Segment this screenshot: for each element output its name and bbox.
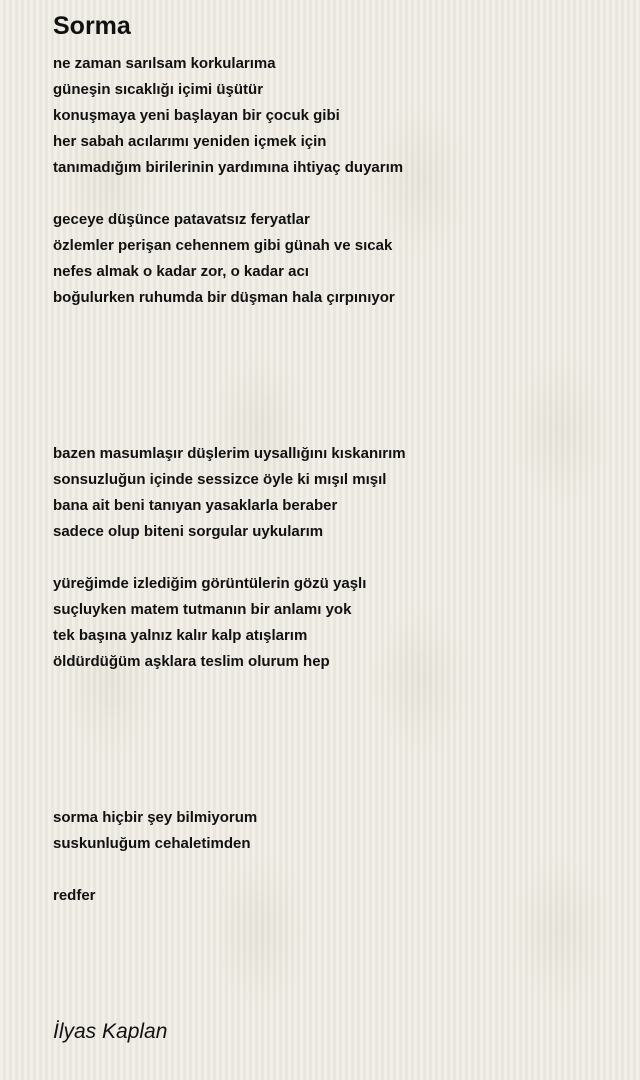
poem-line: güneşin sıcaklığı içimi üşütür	[53, 81, 264, 98]
poem-line: tek başına yalnız kalır kalp atışlarım	[53, 627, 308, 644]
poem-line: geceye düşünce patavatsız feryatlar	[53, 211, 310, 228]
stanza-gap	[53, 753, 623, 779]
poem-line: bazen masumlaşır düşlerim uysallığını kıskanırım	[53, 445, 406, 462]
stanza-gap	[53, 337, 623, 363]
stanza-gap	[53, 779, 623, 805]
stanza-gap	[53, 181, 623, 207]
poem-line: suskunluğum cehaletimden	[53, 835, 251, 852]
poem-line: boğulurken ruhumda bir düşman hala çırpınıyor	[53, 289, 395, 306]
stanza-gap	[53, 415, 623, 441]
poem-line: her sabah acılarımı yeniden içmek için	[53, 133, 327, 150]
poem-line: nefes almak o kadar zor, o kadar acı	[53, 263, 309, 280]
stanza-gap	[53, 311, 623, 337]
poem-line: sonsuzluğun içinde sessizce öyle ki mışıl mışıl	[53, 471, 387, 488]
stanza-gap	[53, 701, 623, 727]
stanza-gap	[53, 857, 623, 883]
poem-line: ne zaman sarılsam korkularıma	[53, 55, 276, 72]
stanza-gap	[53, 727, 623, 753]
poem-line: bana ait beni tanıyan yasaklarla beraber	[53, 497, 338, 514]
poem-line: öldürdüğüm aşklara teslim olurum hep	[53, 653, 330, 670]
stanza-gap	[53, 389, 623, 415]
poem-line: konuşmaya yeni başlayan bir çocuk gibi	[53, 107, 340, 124]
poem-line: tanımadığım birilerinin yardımına ihtiyaç duyarım	[53, 159, 404, 176]
poem-title: Sorma	[53, 12, 131, 40]
stanza-gap	[53, 545, 623, 571]
poem-line: sorma hiçbir şey bilmiyorum	[53, 809, 258, 826]
poem-line: özlemler perişan cehennem gibi günah ve sıcak	[53, 237, 393, 254]
poem-line: yüreğimde izlediğim görüntülerin gözü yaşlı	[53, 575, 367, 592]
poem-body	[53, 51, 623, 909]
poem-line: sadece olup biteni sorgular uykularım	[53, 523, 324, 540]
stanza-gap	[53, 675, 623, 701]
poem-line: suçluyken matem tutmanın bir anlamı yok	[53, 601, 352, 618]
stanza-gap	[53, 363, 623, 389]
author-name: İlyas Kaplan	[53, 1020, 168, 1043]
poem-line: redfer	[53, 887, 96, 904]
